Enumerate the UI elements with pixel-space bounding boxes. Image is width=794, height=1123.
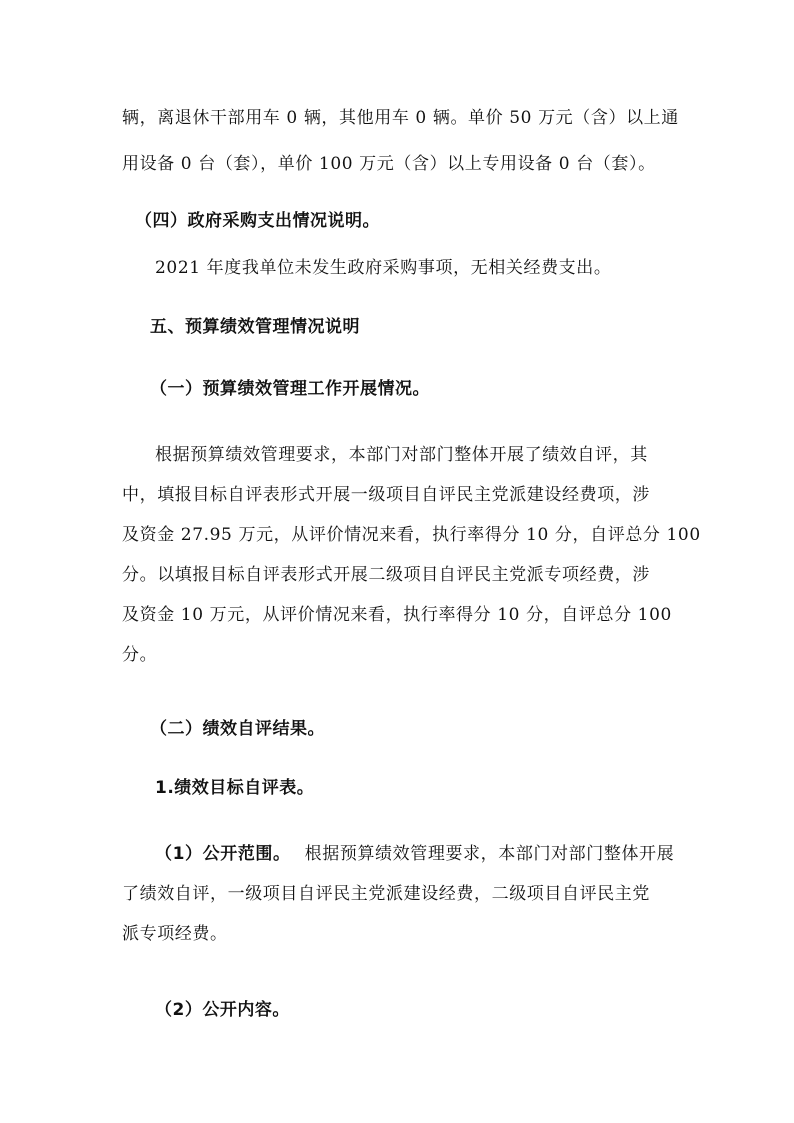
scope-line-2: 了绩效自评，一级项目自评民主党派建设经费，二级项目自评民主党 <box>122 884 650 904</box>
vehicles-line-2: 用设备 0 台（套），单价 100 万元（含）以上专用设备 0 台（套）。 <box>122 154 656 174</box>
sub1-line-4: 分。以填报目标自评表形式开展二级项目自评民主党派专项经费，涉 <box>122 565 650 585</box>
scope-line-1 <box>155 843 682 865</box>
sub1-line-5: 及资金 10 万元，从评价情况来看，执行率得分 10 分，自评总分 100 <box>122 605 672 625</box>
item1-heading: 1.绩效目标自评表。 <box>155 778 315 798</box>
vehicles-line-1: 辆，离退休干部用车 0 辆，其他用车 0 辆。单价 50 万元（含）以上通 <box>122 108 679 128</box>
sub1-line-6: 分。 <box>122 645 158 665</box>
sub2-heading: （二）绩效自评结果。 <box>150 719 325 739</box>
procurement-heading: （四）政府采购支出情况说明。 <box>135 211 380 231</box>
sub1-line-2: 中，填报目标自评表形式开展一级项目自评民主党派建设经费项，涉 <box>122 485 650 505</box>
section5-heading: 五、预算绩效管理情况说明 <box>150 317 360 337</box>
sub1-line-1: 根据预算绩效管理要求，本部门对部门整体开展了绩效自评，其 <box>155 445 648 465</box>
scope-label: （1）公开范围。 <box>155 844 291 864</box>
sub1-heading: （一）预算绩效管理工作开展情况。 <box>150 379 430 399</box>
procurement-text: 2021 年度我单位未发生政府采购事项，无相关经费支出。 <box>155 258 612 278</box>
scope-line-3: 派专项经费。 <box>122 924 228 944</box>
content-heading: （2）公开内容。 <box>155 1000 290 1020</box>
scope-line-1-text: 根据预算绩效管理要求，本部门对部门整体开展 <box>304 844 675 864</box>
sub1-line-3: 及资金 27.95 万元，从评价情况来看，执行率得分 10 分，自评总分 100 <box>122 525 701 545</box>
